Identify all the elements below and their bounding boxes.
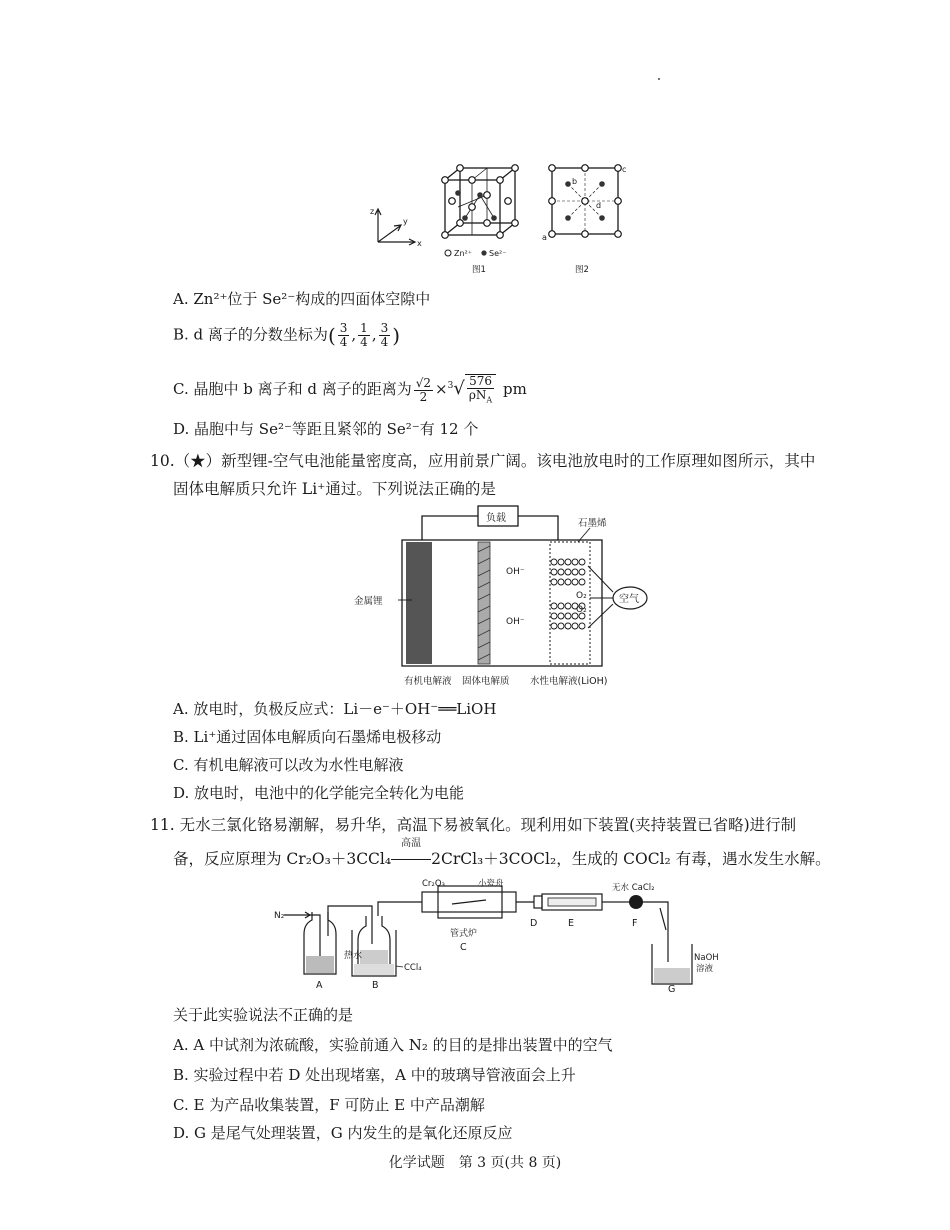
- q9-option-b: B. d 离子的分数坐标为( $\frac{3}{4}$ , $\frac{1}{4}$ , $\frac{3}{4}$ ): [173, 321, 401, 349]
- legend-se-label: Se²⁻: [489, 249, 507, 258]
- b-frac-z: $\frac{3}{4}$: [380, 321, 389, 349]
- solid-electrolyte: [478, 542, 490, 664]
- q11-stem-line2-prefix: 备，反应原理为 Cr₂O₃＋3CCl₄: [173, 850, 392, 868]
- flask-a-liquid: [306, 956, 334, 973]
- reaction-condition: 高温: [401, 838, 422, 849]
- legend-zn-label: Zn²⁺: [454, 249, 472, 258]
- q11-stem-line1: 11. 无水三氯化铬易潮解，易升华，高温下易被氧化。现利用如下装置(夹持装置已省略)进行制: [150, 816, 797, 834]
- ccl4-pointer: [396, 966, 403, 967]
- cr2o3-label: Cr₂O₃: [422, 879, 445, 889]
- q11-lead: 关于此实验说法不正确的是: [173, 1006, 354, 1024]
- cacl2-label: 无水 CaCl₂: [612, 883, 655, 893]
- q11-stem-line2-suffix: 2CrCl₃＋3COCl₂，生成的 COCl₂ 有毒，遇水发生水解。: [431, 850, 831, 868]
- metal-lithium-electrode: [406, 542, 432, 664]
- apparatus-diagram: [272, 878, 732, 994]
- furnace-label: 管式炉: [450, 929, 478, 939]
- axis-z-label: z: [370, 207, 375, 216]
- collector-e: [548, 898, 596, 906]
- load-label: 负载: [486, 513, 506, 524]
- c-unit: pm: [502, 380, 527, 399]
- crystal-figures: [360, 160, 650, 280]
- b-frac-x: $\frac{3}{4}$: [339, 321, 348, 349]
- q11-option-c: C. E 为产品收集装置，F 可防止 E 中产品潮解: [173, 1096, 485, 1114]
- hydroxide-label-1: OH⁻: [506, 567, 525, 577]
- q11-option-b: B. 实验过程中若 D 处出现堵塞，A 中的玻璃导管液面会上升: [173, 1066, 576, 1084]
- figure2-caption: 图2: [575, 265, 589, 275]
- label-c: C: [460, 942, 467, 953]
- boat-label: 小瓷舟: [478, 879, 504, 889]
- c-times: ×: [435, 380, 448, 399]
- graphene-label: 石墨烯: [578, 518, 607, 529]
- naoh-label: NaOH: [694, 953, 719, 963]
- figure2-label-b: b: [572, 177, 578, 186]
- q11-option-a: A. A 中试剂为浓硫酸，实验前通入 N₂ 的目的是排出装置中的空气: [173, 1036, 613, 1054]
- metal-lithium-label: 金属锂: [354, 596, 383, 607]
- q11-option-d: D. G 是尾气处理装置，G 内发生的是氧化还原反应: [173, 1124, 513, 1142]
- axis-diagram: [375, 209, 415, 245]
- solid-electrolyte-label: 固体电解质: [462, 676, 510, 687]
- axis-y-label: y: [403, 217, 408, 226]
- label-g: G: [668, 984, 676, 994]
- se-ions-figure1: [442, 165, 519, 239]
- n2-label: N₂: [274, 911, 285, 921]
- q9-option-c-prefix: C. 晶胞中 b 离子和 d 离子的距离为: [173, 380, 412, 399]
- hot-water-label: 热水: [344, 951, 363, 961]
- hydroxide-label-2: OH⁻: [506, 617, 525, 627]
- q10-option-b: B. Li⁺通过固体电解质向石墨烯电极移动: [173, 728, 442, 746]
- figure2-label-c: c: [622, 165, 627, 174]
- organic-electrolyte-label: 有机电解液: [404, 676, 452, 687]
- q11-stem-line2: [173, 838, 831, 870]
- legend-se-marker: [481, 250, 486, 255]
- c-frac: $\frac{√2}{2}$: [415, 375, 432, 404]
- air-label: 空气: [619, 594, 639, 605]
- label-d: D: [530, 918, 538, 929]
- q10-stem-line1: 10.（★）新型锂-空气电池能量密度高，应用前景广阔。该电池放电时的工作原理如图所示，其中: [150, 452, 816, 470]
- page-footer: 化学试题 第 3 页(共 8 页): [388, 1155, 562, 1171]
- b-frac-y: $\frac{1}{4}$: [360, 321, 368, 349]
- q9-option-c: [173, 374, 527, 406]
- q10-option-a: A. 放电时，负极反应式：Li－e⁻＋OH⁻══LiOH: [173, 700, 497, 718]
- scan-speck: [658, 78, 660, 80]
- figure2-label-d: d: [596, 201, 602, 210]
- label-f: F: [632, 918, 638, 929]
- label-b: B: [372, 980, 379, 991]
- oxygen-label-1: O₂: [576, 591, 587, 601]
- drying-tube-f: [629, 895, 643, 909]
- label-a: A: [316, 980, 323, 991]
- label-e: E: [568, 918, 575, 929]
- reaction-arrow: [391, 838, 431, 860]
- aqueous-electrolyte-label: 水性电解液(LiOH): [530, 676, 608, 687]
- c-cube-root: $^3$√ $\frac{576}{\rho N_A}$: [448, 374, 499, 406]
- q9-option-b-prefix: B. d 离子的分数坐标为: [173, 325, 328, 344]
- q10-option-c: C. 有机电解液可以改为水性电解液: [173, 756, 404, 774]
- axis-x-label: x: [417, 239, 422, 248]
- q9-option-a: A. Zn²⁺位于 Se²⁻构成的四面体空隙中: [173, 290, 431, 308]
- solution-label: 溶液: [696, 964, 714, 974]
- beaker-b-water: [354, 964, 394, 975]
- q10-option-d: D. 放电时，电池中的化学能完全转化为电能: [173, 784, 465, 802]
- figure2-label-a: a: [542, 233, 547, 242]
- beaker-g-liquid: [654, 968, 690, 983]
- oxygen-label-2: O₂: [576, 605, 587, 615]
- q10-stem-line2: 固体电解质只允许 Li⁺通过。下列说法正确的是: [173, 480, 496, 498]
- figure1-caption: 图1: [472, 265, 486, 275]
- legend-zn-marker: [445, 250, 451, 256]
- ccl4-label: CCl₄: [404, 963, 422, 973]
- q9-option-d: D. 晶胞中与 Se²⁻等距且紧邻的 Se²⁻有 12 个: [173, 420, 479, 438]
- battery-diagram: [340, 502, 670, 690]
